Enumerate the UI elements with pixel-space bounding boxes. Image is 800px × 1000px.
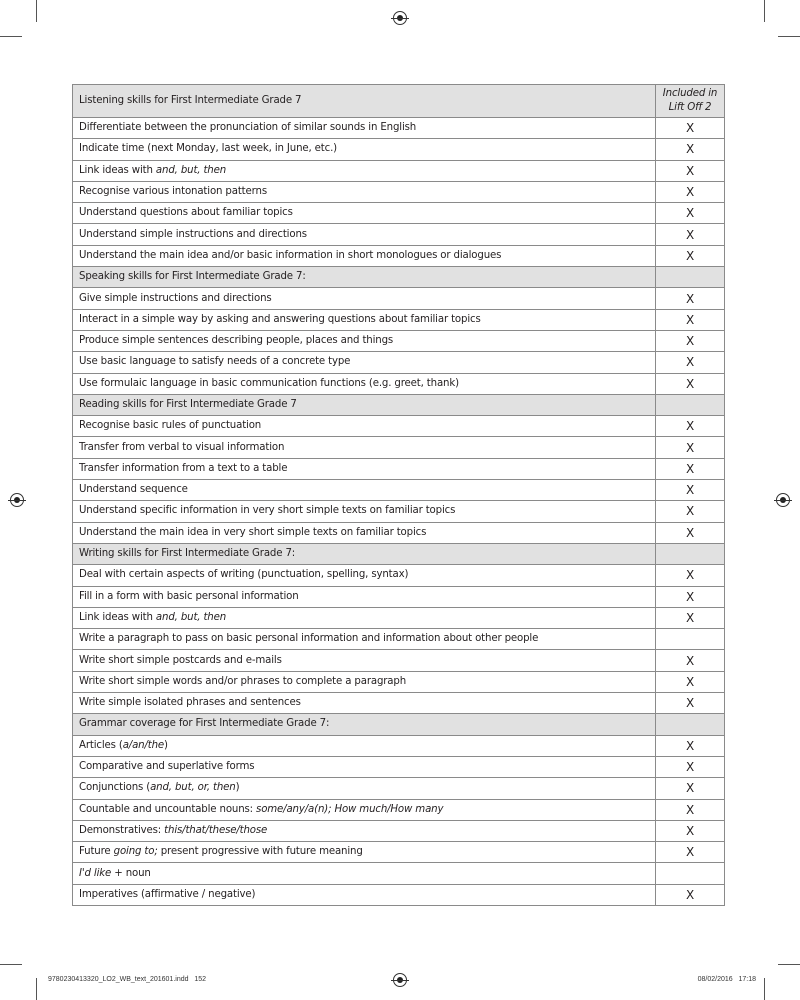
table-row xyxy=(73,437,725,458)
row-description xyxy=(73,735,656,756)
text-segment: Interact in a simple way by asking and answering questions about familiar topics xyxy=(79,313,481,325)
included-mark: X xyxy=(656,607,725,628)
row-description xyxy=(73,394,656,415)
text-segment: Articles ( xyxy=(79,739,123,751)
text-segment: ) xyxy=(235,782,240,794)
table-row xyxy=(73,863,725,884)
included-mark: X xyxy=(656,671,725,692)
table-row xyxy=(73,522,725,543)
text-segment: Comparative and superlative forms xyxy=(79,761,255,773)
text-segment: Write a paragraph to pass on basic personal information and information about other people xyxy=(79,633,539,645)
included-mark: X xyxy=(656,330,725,351)
table-row xyxy=(73,629,725,650)
row-description xyxy=(73,671,656,692)
included-mark xyxy=(656,629,725,650)
registration-mark-left xyxy=(10,493,24,507)
text-segment: Give simple instructions and directions xyxy=(79,292,272,304)
row-description xyxy=(73,309,656,330)
included-mark: X xyxy=(656,118,725,139)
text-segment: Write short simple words and/or phrases to complete a paragraph xyxy=(79,675,407,687)
text-segment: Countable and uncountable nouns: xyxy=(79,803,257,815)
text-segment: Write simple isolated phrases and sentences xyxy=(79,697,301,709)
text-segment: and, but, then xyxy=(155,611,227,623)
header-title: Listening skills for First Intermediate Grade 7 xyxy=(73,85,656,118)
section-header-row xyxy=(73,543,725,564)
section-header-row xyxy=(73,714,725,735)
included-mark xyxy=(656,863,725,884)
table-row xyxy=(73,778,725,799)
included-mark: X xyxy=(656,203,725,224)
included-mark: X xyxy=(656,245,725,266)
table-row xyxy=(73,480,725,501)
row-description xyxy=(73,480,656,501)
registration-mark-right xyxy=(776,493,790,507)
text-segment: Speaking skills for First Intermediate Grade 7: xyxy=(79,271,306,283)
table-row xyxy=(73,309,725,330)
included-mark: X xyxy=(656,884,725,905)
included-mark: X xyxy=(656,778,725,799)
table-row xyxy=(73,416,725,437)
included-mark: X xyxy=(656,842,725,863)
included-mark: X xyxy=(656,139,725,160)
row-description xyxy=(73,714,656,735)
text-segment: present progressive with future meaning xyxy=(157,846,363,858)
included-mark: X xyxy=(656,501,725,522)
included-mark: X xyxy=(656,416,725,437)
text-segment: Understand sequence xyxy=(79,484,188,496)
table-row xyxy=(73,799,725,820)
footer-date: 08/02/2016 17:18 xyxy=(697,976,756,983)
included-mark: X xyxy=(656,565,725,586)
table-row xyxy=(73,735,725,756)
section-header-row xyxy=(73,394,725,415)
included-mark xyxy=(656,543,725,564)
row-description xyxy=(73,181,656,202)
row-description xyxy=(73,863,656,884)
table-row xyxy=(73,586,725,607)
included-mark: X xyxy=(656,756,725,777)
text-segment: a/an/the xyxy=(122,739,165,751)
included-mark: X xyxy=(656,373,725,394)
table-row xyxy=(73,884,725,905)
row-description xyxy=(73,799,656,820)
included-mark xyxy=(656,267,725,288)
included-mark: X xyxy=(656,693,725,714)
included-mark: X xyxy=(656,309,725,330)
row-description xyxy=(73,884,656,905)
included-mark: X xyxy=(656,735,725,756)
included-mark: X xyxy=(656,820,725,841)
included-mark: X xyxy=(656,799,725,820)
text-segment: Understand specific information in very short simple texts on familiar topics xyxy=(79,505,456,517)
table-header-row xyxy=(73,85,725,118)
row-description xyxy=(73,629,656,650)
included-mark: X xyxy=(656,352,725,373)
row-description xyxy=(73,842,656,863)
table-row xyxy=(73,501,725,522)
section-header-row xyxy=(73,267,725,288)
table-row xyxy=(73,118,725,139)
row-description xyxy=(73,693,656,714)
table-row xyxy=(73,842,725,863)
included-mark: X xyxy=(656,458,725,479)
text-segment: Grammar coverage for First Intermediate Grade 7: xyxy=(79,718,330,730)
text-segment: Recognise basic rules of punctuation xyxy=(79,420,262,432)
row-description xyxy=(73,139,656,160)
row-description xyxy=(73,458,656,479)
table-row xyxy=(73,160,725,181)
text-segment: I'd like xyxy=(79,867,112,879)
header-col-line1: Included in xyxy=(662,88,718,99)
header-included-column xyxy=(656,85,725,118)
row-description xyxy=(73,650,656,671)
row-description xyxy=(73,778,656,799)
included-mark: X xyxy=(656,288,725,309)
text-segment: Conjunctions ( xyxy=(79,782,151,794)
table-row xyxy=(73,756,725,777)
text-segment: Deal with certain aspects of writing (punctuation, spelling, syntax) xyxy=(79,569,409,581)
table-row xyxy=(73,245,725,266)
text-segment: going to; xyxy=(113,846,158,858)
included-mark: X xyxy=(656,586,725,607)
table-row xyxy=(73,607,725,628)
row-description xyxy=(73,820,656,841)
included-mark: X xyxy=(656,437,725,458)
text-segment: Demonstratives: xyxy=(79,824,165,836)
text-segment: Transfer information from a text to a table xyxy=(79,462,288,474)
row-description xyxy=(73,437,656,458)
row-description xyxy=(73,756,656,777)
row-description xyxy=(73,288,656,309)
text-segment: Link ideas with xyxy=(79,611,156,623)
text-segment: Understand questions about familiar topics xyxy=(79,207,293,219)
included-mark: X xyxy=(656,650,725,671)
table-row xyxy=(73,693,725,714)
registration-mark-top xyxy=(393,11,407,25)
text-segment: Write short simple postcards and e-mails xyxy=(79,654,282,666)
registration-mark-bottom xyxy=(393,973,407,987)
row-description xyxy=(73,543,656,564)
text-segment: and, but, or, then xyxy=(150,782,236,794)
text-segment: some/any/a(n); How much/How many xyxy=(256,803,444,815)
text-segment: ) xyxy=(164,739,168,751)
included-mark: X xyxy=(656,480,725,501)
row-description xyxy=(73,373,656,394)
table-row xyxy=(73,203,725,224)
text-segment: and, but, then xyxy=(155,164,227,176)
text-segment: Differentiate between the pronunciation of similar sounds in English xyxy=(79,122,417,134)
text-segment: Imperatives (affirmative / negative) xyxy=(79,888,256,900)
table-row xyxy=(73,181,725,202)
row-description xyxy=(73,352,656,373)
row-description xyxy=(73,245,656,266)
text-segment: Future xyxy=(79,846,114,858)
table-row xyxy=(73,565,725,586)
row-description xyxy=(73,203,656,224)
skills-table xyxy=(72,84,725,906)
table-row xyxy=(73,820,725,841)
row-description xyxy=(73,118,656,139)
footer-file-info: 9780230413320_LO2_WB_text_201601.indd 152 xyxy=(48,976,207,983)
text-segment: Indicate time (next Monday, last week, in June, etc.) xyxy=(79,143,338,155)
row-description xyxy=(73,267,656,288)
table-row xyxy=(73,650,725,671)
text-segment: Understand the main idea in very short simple texts on familiar topics xyxy=(79,526,427,538)
included-mark xyxy=(656,714,725,735)
text-segment: Use basic language to satisfy needs of a concrete type xyxy=(79,356,351,368)
included-mark: X xyxy=(656,224,725,245)
text-segment: Fill in a form with basic personal information xyxy=(79,590,299,602)
text-segment: Use formulaic language in basic communication functions (e.g. greet, thank) xyxy=(79,377,459,389)
header-col-line2: Lift Off 2 xyxy=(668,102,712,113)
text-segment: Understand the main idea and/or basic information in short monologues or dialogues xyxy=(79,249,502,261)
row-description xyxy=(73,330,656,351)
table-row xyxy=(73,288,725,309)
row-description xyxy=(73,501,656,522)
table-row xyxy=(73,139,725,160)
table-row xyxy=(73,224,725,245)
table-row xyxy=(73,373,725,394)
included-mark: X xyxy=(656,522,725,543)
table-row xyxy=(73,352,725,373)
included-mark xyxy=(656,394,725,415)
table-row xyxy=(73,671,725,692)
text-segment: + noun xyxy=(111,867,151,879)
row-description xyxy=(73,160,656,181)
text-segment: Recognise various intonation patterns xyxy=(79,186,267,198)
row-description xyxy=(73,565,656,586)
included-mark: X xyxy=(656,181,725,202)
text-segment: Understand simple instructions and directions xyxy=(79,228,307,240)
row-description xyxy=(73,586,656,607)
text-segment: this/that/these/those xyxy=(164,824,268,836)
row-description xyxy=(73,607,656,628)
row-description xyxy=(73,224,656,245)
text-segment: Link ideas with xyxy=(79,164,156,176)
table-row xyxy=(73,458,725,479)
row-description xyxy=(73,522,656,543)
text-segment: Transfer from verbal to visual information xyxy=(79,441,285,453)
row-description xyxy=(73,416,656,437)
text-segment: Reading skills for First Intermediate Grade 7 xyxy=(79,399,297,410)
table-row xyxy=(73,330,725,351)
text-segment: Produce simple sentences describing people, places and things xyxy=(79,335,394,347)
included-mark: X xyxy=(656,160,725,181)
text-segment: Writing skills for First Intermediate Grade 7: xyxy=(79,548,296,560)
